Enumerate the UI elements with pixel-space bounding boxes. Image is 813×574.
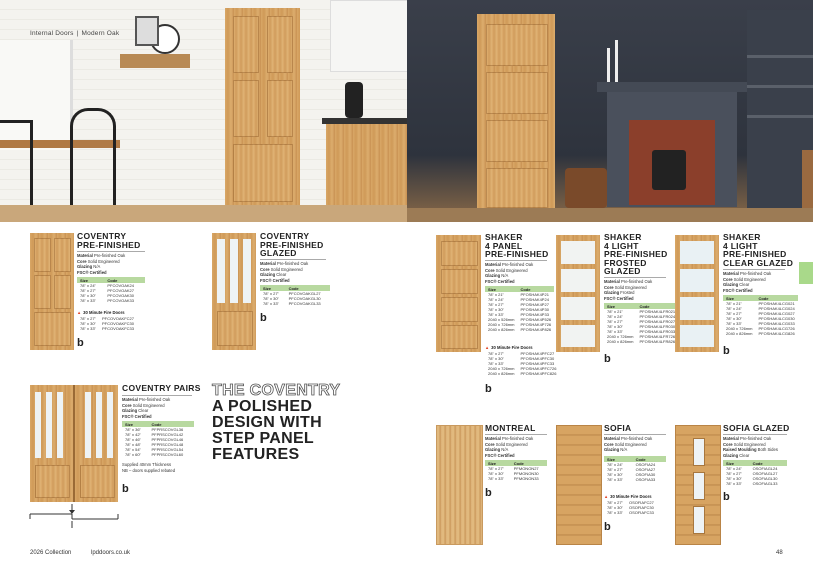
door-image-coventry-pairs[interactable] <box>30 385 118 502</box>
fire-door-table <box>485 351 559 376</box>
size-code-table: Size Code 78" x 21" PFOSHAK4P21 78" x 24" PFOSHAK4P24 78" x 27" PFOSHAK4P27 78" x 30" PFOSHAK4P30 78" x 33" PFOSHAK4P33 2040 x 526mm PFOSHAK4P526 2040 x 726mm PFOSHAK4P726 2040 x 826mm PFOSHAK4P826 <box>485 286 554 332</box>
table-row: 78" x 30" PFCOVOAKGL30 <box>263 296 321 301</box>
rebate-diagram-icon <box>28 504 120 528</box>
fire-door-heading: ▲ 30 Minute Fire Doors <box>604 494 652 499</box>
fire-door-heading: ▲ 30 Minute Fire Doors <box>77 310 125 315</box>
door-image-sofia-glazed[interactable] <box>675 425 721 545</box>
table-row: 78" x 24" PFOSHAK4P24 <box>488 297 549 302</box>
table-row: 78" x 27" OSOFIAFC27 <box>607 500 654 505</box>
size-code-table: Size Code 78" x 21" PFOSHAK4LFR021 78" x 24" PFOSHAK4LFR024 78" x 27" PFOSHAK4LFR027 78" x 30" PFOSHAK4LFR030 78" x 33" PFOSHAK4LFR033 2040 x 726mm PFOSHAK4LFR726 2040 x 826mm PFOSHAK4LFR826 <box>604 303 678 344</box>
hero-door-coventry <box>225 8 300 208</box>
table-row: 78" x 30" PFOSHAK4LFR030 <box>607 324 676 329</box>
table-row: 78" x 24" OSOFIAGL24 <box>726 466 778 471</box>
table-row: 78" x 33" PFMONON33 <box>488 476 539 481</box>
table-row: 2040 x 726mm PFOSHAK4PFC726 <box>488 366 557 371</box>
table-row: 78" x 30" PFOSHAK4P30 <box>488 307 549 312</box>
table-row: 78" x 33" PFCOVOAK33 <box>80 298 135 303</box>
spec-list: Material Pre-finished Oak Core Solid Engineered Glazing N/A FSC® Certified <box>485 436 534 458</box>
size-code-table: Size Code 78" x 27" PFMONON27 78" x 30" PFMONON30 78" x 33" PFMONON33 <box>485 460 547 481</box>
table-row: 78" x 36" PFPRSCOVGL36 <box>125 427 184 432</box>
fire-door-table <box>604 500 657 515</box>
size-code-table: Size Code 78" x 21" PFOSHAK4LCG021 78" x 24" PFOSHAK4LCG024 78" x 27" PFOSHAK4LCG027 78" x 30" PFOSHAK4LCG030 78" x 33" PFOSHAK4LCG033 2040 x 726mm PFOSHAK4LCG726 2040 x 826mm PFOSHAK4LCG826 <box>723 295 798 336</box>
spec-list: Material Pre-finished Oak Core Solid Engineered Glazing Clear FSC® Certified <box>260 261 309 283</box>
table-row: 78" x 27" PFMONON27 <box>488 466 539 471</box>
hero-door-shaker <box>477 14 555 212</box>
table-row: 78" x 33" PFOSHAK4P33 <box>488 312 549 317</box>
table-row: 2040 x 726mm PFOSHAK4P726 <box>488 322 552 327</box>
table-row: 2040 x 526mm PFOSHAK4P526 <box>488 317 552 322</box>
brand-logo-icon: b <box>604 521 611 533</box>
table-row: 78" x 42" PFPRSCOVGL42 <box>125 432 184 437</box>
table-row: 78" x 48" PFPRSCOVGL48 <box>125 442 184 447</box>
spec-list: Material Pre-finished Oak Core Solid Engineered Raised Moulding Both Sides Glazing Clear <box>723 436 778 458</box>
table-row: 78" x 21" PFOSHAK4LFR021 <box>607 309 676 314</box>
size-code-table: Size Code 78" x 24" PFCOVOAK24 78" x 27" PFCOVOAK27 78" x 30" PFCOVOAK30 78" x 33" PFCOVOAK33 <box>77 277 145 303</box>
product-title-sofia-glazed: SOFIA GLAZED <box>723 423 790 433</box>
fire-door-heading: ▲ 30 Minute Fire Doors <box>485 345 533 350</box>
size-code-table: Size Code 78" x 24" OSOFIAGL24 78" x 27" OSOFIAGL27 78" x 30" OSOFIAGL30 78" x 33" OSOFIAGL33 <box>723 460 787 486</box>
spec-list: Material Pre-finished Oak Core Solid Engineered Glazing N/A <box>604 436 653 453</box>
brand-logo-icon: b <box>260 312 267 324</box>
pairs-notes: Supplied 40mm Thickness NB – doors supplied rebated <box>122 462 176 473</box>
brand-logo-icon: b <box>77 337 84 349</box>
table-row: 78" x 33" PFCOVOAKGL33 <box>263 301 321 306</box>
brand-logo-icon: b <box>723 345 730 357</box>
table-row: 78" x 30" PFMONON30 <box>488 471 539 476</box>
table-row: 78" x 27" OSOFIAGL27 <box>726 471 778 476</box>
spec-list: Material Pre-finished Oak Core Solid Engineered Glazing Frosted FSC® Certified <box>604 279 653 301</box>
table-row: 78" x 27" PFOSHAK4PFC27 <box>488 351 555 356</box>
product-title-shaker-4light-clear: SHAKER 4 LIGHT PRE-FINISHED CLEAR GLAZED <box>723 232 794 268</box>
product-title-shaker-4light-frosted: SHAKER 4 LIGHT PRE-FINISHED FROSTED GLAZED <box>604 232 668 276</box>
table-row: 78" x 30" PFOSHAK4PFC30 <box>488 356 555 361</box>
door-image-montreal[interactable] <box>436 425 483 545</box>
table-row: 78" x 27" PFOSHAK4LCG027 <box>726 311 795 316</box>
table-row: 78" x 33" PFOSHAK4LFR033 <box>607 329 676 334</box>
spec-list: Material Pre-finished Oak Core Solid Engineered Glazing N/A FSC® Certified <box>77 253 126 275</box>
size-code-table: Size Code 78" x 36" PFPRSCOVGL36 78" x 42" PFPRSCOVGL42 78" x 46" PFPRSCOVGL46 78" x 48" PFPRSCOVGL48 78" x 54" PFPRSCOVGL54 78" x 60" PFPRSCOVGL60 <box>122 421 194 457</box>
flame-icon: ▲ <box>604 494 609 499</box>
breadcrumb-separator: | <box>76 30 79 37</box>
table-row: 78" x 27" PFCOVOAKFC27 <box>80 316 134 321</box>
table-row: 2040 x 726mm PFOSHAK4LCG726 <box>726 326 795 331</box>
table-row: 78" x 33" PFOSHAK4PFC33 <box>488 361 555 366</box>
feature-headline: THE COVENTRY A POLISHED DESIGN WITH STEP PANEL FEATURES <box>212 382 341 463</box>
table-row: 78" x 30" OSOFIAFC30 <box>607 505 654 510</box>
table-row: 78" x 33" OSOFIAGL33 <box>726 481 778 486</box>
spec-list: Material Pre-finished Oak Core Solid Engineered Glazing Clear FSC® Certified <box>122 397 171 419</box>
table-row: 78" x 54" PFPRSCOVGL54 <box>125 447 184 452</box>
table-row: 2040 x 826mm PFOSHAK4PFC826 <box>488 371 557 376</box>
page-number: 48 <box>776 550 783 556</box>
flame-icon: ▲ <box>77 310 82 315</box>
footer-collection: 2026 Collection <box>30 550 72 556</box>
product-title-shaker-4panel: SHAKER 4 PANEL PRE-FINISHED <box>485 232 549 259</box>
table-row: 2040 x 726mm PFOSHAK4LFR726 <box>607 334 676 339</box>
breadcrumb <box>30 30 119 37</box>
table-row: 78" x 60" PFPRSCOVGL60 <box>125 452 184 457</box>
product-title-coventry-glazed: COVENTRY PRE-FINISHED GLAZED <box>260 231 324 258</box>
size-code-table: Size Code 78" x 24" OSOFIA24 78" x 27" OSOFIA27 78" x 30" OSOFIA30 78" x 33" OSOFIA33 <box>604 456 666 482</box>
table-row: 78" x 27" PFCOVOAK27 <box>80 288 135 293</box>
table-row: 2040 x 826mm PFOSHAK4LCG826 <box>726 331 795 336</box>
table-row: 78" x 27" PFOSHAK4P27 <box>488 302 549 307</box>
flame-icon: ▲ <box>485 345 490 350</box>
table-row: 78" x 33" OSOFIAFC33 <box>607 510 654 515</box>
table-row: 78" x 24" OSOFIA24 <box>607 462 656 467</box>
brand-logo-icon: b <box>485 383 492 395</box>
breadcrumb-section[interactable]: Internal Doors <box>30 30 74 37</box>
fire-door-table <box>77 316 137 331</box>
table-row: 78" x 21" PFOSHAK4LCG021 <box>726 301 795 306</box>
footer-website-link[interactable]: lpddoors.co.uk <box>91 550 131 556</box>
size-code-table: Size Code 78" x 27" PFCOVOAKGL27 78" x 30" PFCOVOAKGL30 78" x 33" PFCOVOAKGL33 <box>260 285 330 306</box>
table-row: 78" x 30" PFOSHAK4LCG030 <box>726 316 795 321</box>
table-row: 78" x 33" PFCOVOAKFC33 <box>80 326 134 331</box>
table-row: 78" x 30" OSOFIAGL30 <box>726 476 778 481</box>
brand-logo-icon: b <box>122 483 129 495</box>
door-image-shaker-4light-frosted[interactable] <box>556 235 600 352</box>
table-row: 78" x 27" PFCOVOAKGL27 <box>263 291 321 296</box>
brand-logo-icon: b <box>723 491 730 503</box>
spec-list: Material Pre-finished Oak Core Solid Engineered Glazing Clear FSC® Certified <box>723 271 772 293</box>
hero-photo-living-room <box>407 0 813 222</box>
table-row: 78" x 30" PFCOVOAKFC30 <box>80 321 134 326</box>
table-row: 78" x 33" OSOFIA33 <box>607 477 656 482</box>
product-title-coventry-prefinished: COVENTRY PRE-FINISHED <box>77 231 141 250</box>
brand-logo-icon: b <box>604 353 611 365</box>
brand-logo-icon: b <box>485 487 492 499</box>
product-title-coventry-pairs: COVENTRY PAIRS <box>122 383 201 393</box>
breadcrumb-page[interactable]: Modern Oak <box>81 30 120 37</box>
table-row: 78" x 27" PFOSHAK4LFR027 <box>607 319 676 324</box>
table-row: 78" x 30" PFCOVOAK30 <box>80 293 135 298</box>
table-row: 78" x 24" PFCOVOAK24 <box>80 283 135 288</box>
table-row: 78" x 21" PFOSHAK4P21 <box>488 292 549 297</box>
table-row: 78" x 24" PFOSHAK4LCG024 <box>726 306 795 311</box>
table-row: 78" x 27" OSOFIA27 <box>607 467 656 472</box>
table-row: 78" x 46" PFPRSCOVGL46 <box>125 437 184 442</box>
table-row: 2040 x 826mm PFOSHAK4P826 <box>488 327 552 332</box>
door-image-sofia[interactable] <box>556 425 602 545</box>
door-image-coventry-glazed[interactable] <box>212 233 256 350</box>
product-title-sofia: SOFIA <box>604 423 632 433</box>
product-title-montreal: MONTREAL <box>485 423 536 433</box>
door-image-shaker-4light-clear[interactable] <box>675 235 719 352</box>
spec-list: Material Pre-finished Oak Core Solid Engineered Glazing N/A FSC® Certified <box>485 262 534 284</box>
table-row: 78" x 24" PFOSHAK4LFR024 <box>607 314 676 319</box>
section-tab-marker[interactable] <box>799 262 813 284</box>
door-image-coventry-prefinished[interactable] <box>30 233 74 350</box>
table-row: 78" x 30" OSOFIA30 <box>607 472 656 477</box>
door-image-shaker-4panel[interactable] <box>436 235 481 352</box>
table-row: 2040 x 826mm PFOSHAK4LFR826 <box>607 339 676 344</box>
table-row: 78" x 33" PFOSHAK4LCG033 <box>726 321 795 326</box>
